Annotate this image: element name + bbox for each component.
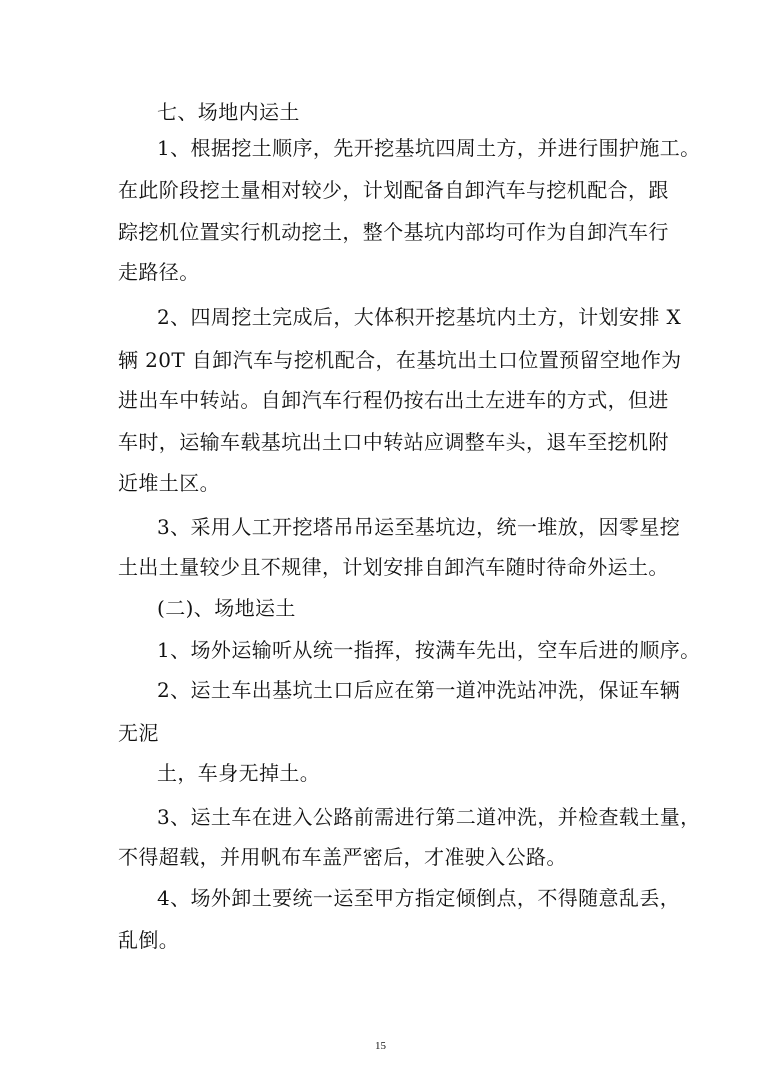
section-heading: (二)、场地运土 [157,596,296,620]
paragraph-line: 不得超载，并用帆布车盖严密后，才准驶入公路。 [118,845,567,869]
paragraph-line: 辆 20T 自卸汽车与挖机配合，在基坑出土口位置预留空地作为 [118,348,682,372]
section-heading: 七、场地内运土 [157,100,300,124]
paragraph-line: 土，车身无掉土。 [157,761,321,785]
paragraph-line: 近堆土区。 [118,471,220,495]
paragraph-line: 无泥 [118,721,159,745]
paragraph-line: 1、场外运输听从统一指挥，按满车先出，空车后进的顺序。 [157,638,701,662]
paragraph-line: 3、采用人工开挖塔吊吊运至基坑边，统一堆放，因零星挖 [157,515,681,539]
paragraph-line: 踪挖机位置实行机动挖土，整个基坑内部均可作为自卸汽车行 [118,220,669,244]
paragraph-line: 3、运土车在进入公路前需进行第二道冲洗，并检查载土量， [157,805,701,829]
paragraph-line: 2、四周挖土完成后，大体积开挖基坑内土方，计划安排 X [157,305,682,329]
paragraph-line: 土出土量较少且不规律，计划安排自卸汽车随时待命外运土。 [118,555,669,579]
paragraph-line: 在此阶段挖土量相对较少，计划配备自卸汽车与挖机配合，跟 [118,178,669,202]
page-number: 15 [375,1040,386,1052]
paragraph-line: 1、根据挖土顺序，先开挖基坑四周土方，并进行围护施工。 [157,136,701,160]
paragraph-line: 2、运土车出基坑土口后应在第一道冲洗站冲洗，保证车辆 [157,678,681,702]
paragraph-line: 4、场外卸土要统一运至甲方指定倾倒点，不得随意乱丢， [157,886,681,910]
paragraph-line: 车时，运输车载基坑出土口中转站应调整车头，退车至挖机附 [118,430,669,454]
paragraph-line: 进出车中转站。自卸汽车行程仍按右出土左进车的方式，但进 [118,388,669,412]
paragraph-line: 走路径。 [118,260,200,284]
paragraph-line: 乱倒。 [118,928,180,952]
